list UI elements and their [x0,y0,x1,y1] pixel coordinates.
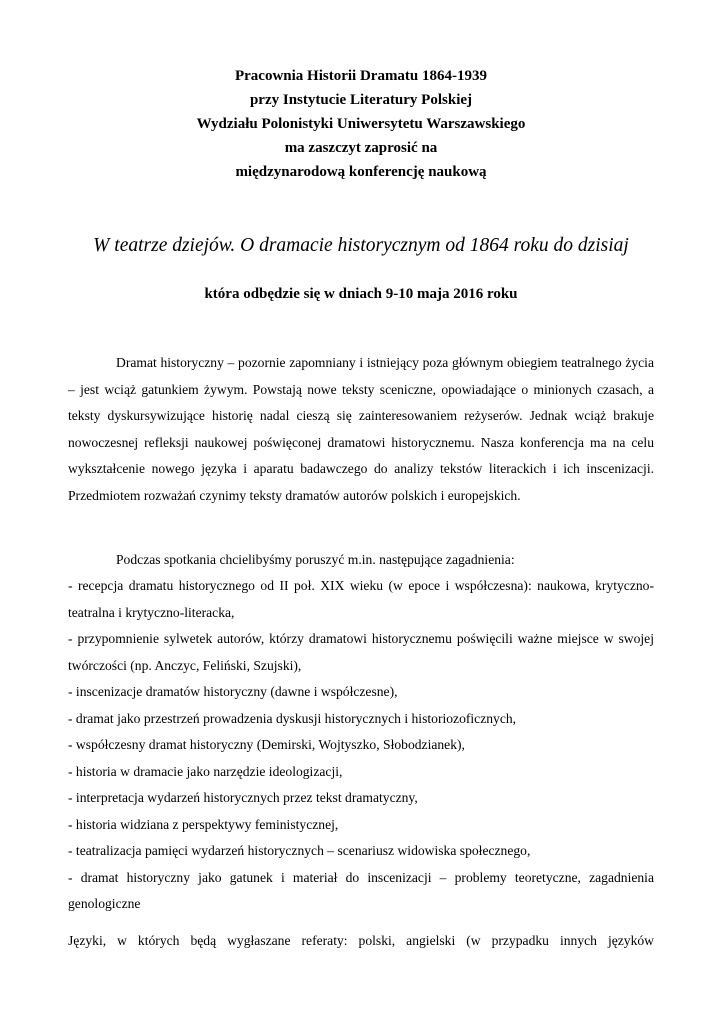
header-line-5: międzynarodową konferencję naukową [235,164,487,180]
topics-list [68,573,654,918]
languages-line: Języki, w których będą wygłaszane referaty: polski, angielski (w przypadku innych języków [68,933,654,948]
header-line-4: ma zaszczyt zaprosić na [284,140,438,156]
topic-item: - historia widziana z perspektywy feministycznej, [68,816,339,832]
intro-paragraph: Dramat historyczny – pozornie zapomniany i istniejący poza głównym obiegiem teatralnego życia – jest wciąż gatunkiem żywym. Powstają nowe teksty sceniczne, opowiadające o minionych czasach, a teksty dyskursywizujące historię nadal cieszą się zainteresowaniem reżyserów. Jednak wciąż brakuje nowoczesnej refleksji naukowej poświęconej dramatowi historycznemu. Nasza konferencja ma na celu wykształcenie nowego języka i aparatu badawczego do analizy tekstów literackich i ich inscenizacji. Przedmiotem rozważań czynimy teksty dramatów autorów polskich i europejskich. [68,355,654,503]
header-line-1: Pracownia Historii Dramatu 1864-1939 [234,68,488,84]
topic-item: - teatralizacja pamięci wydarzeń historycznych – scenariusz widowiska społecznego, [68,843,531,858]
topic-item: - współczesny dramat historyczny (Demirski, Wojtyszko, Słobodzianek), [68,737,465,752]
topic-item: - recepcja dramatu historycznego od II poł. XIX wieku (w epoce i współczesna): naukowa, krytyczno-teatralna i krytyczno-literacka, [68,578,654,620]
topic-item: - interpretacja wydarzeń historycznych przez tekst dramatyczny, [68,790,418,805]
conference-title: W teatrze dziejów. O dramacie historycznym od 1864 roku do dzisiaj [93,235,629,256]
header-line-2: przy Instytucie Literatury Polskiej [249,92,473,108]
topics-lead: Podczas spotkania chcielibyśmy poruszyć m.in. następujące zagadnienia: [116,552,515,567]
topic-item: - dramat jako przestrzeń prowadzenia dyskusji historycznych i historiozoficznych, [68,710,517,726]
topic-item: - inscenizacje dramatów historyczny (dawne i współczesne), [68,684,398,699]
organizer-header [68,64,654,184]
conference-date: która odbędzie się w dniach 9-10 maja 2016 roku [204,286,518,302]
header-line-3: Wydziału Polonistyki Uniwersytetu Warszawskiego [196,116,526,132]
topic-item: - historia w dramacie jako narzędzie ideologizacji, [68,763,343,779]
topic-item: - przypomnienie sylwetek autorów, którzy dramatowi historycznemu poświęcili ważne miejsce w swojej twórczości (np. Anczyc, Feliński, Szujski), [68,631,654,673]
topic-item: - dramat historyczny jako gatunek i materiał do inscenizacji – problemy teoretyczne, zagadnienia genologiczne [68,869,654,911]
